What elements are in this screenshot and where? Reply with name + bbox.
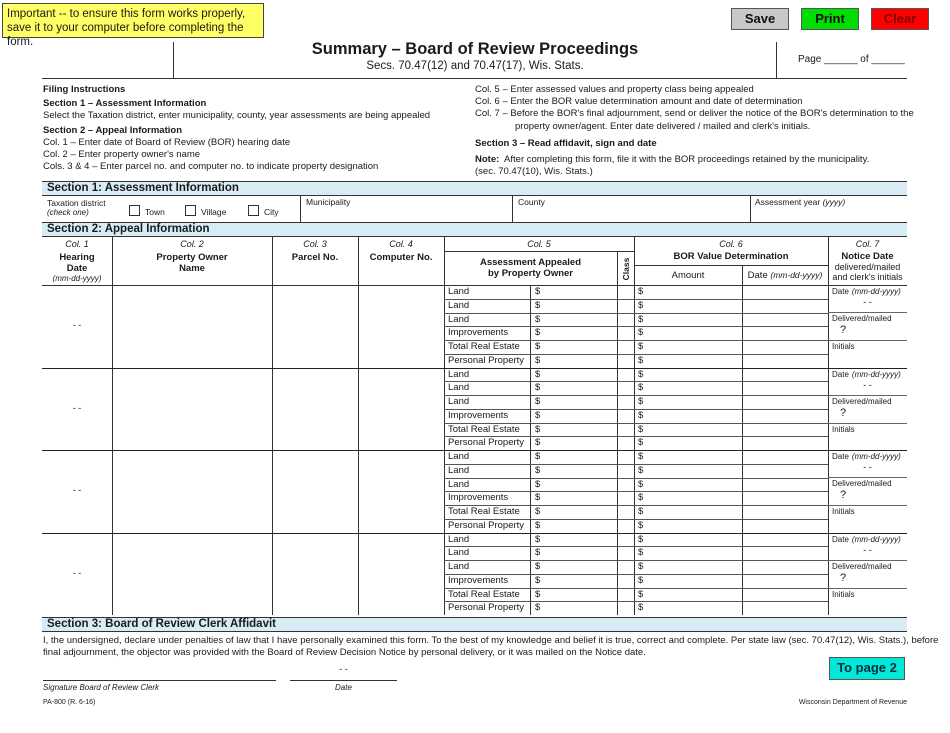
value-row-rule xyxy=(444,546,828,547)
class-input[interactable] xyxy=(617,423,634,437)
title-divider-left xyxy=(173,42,174,78)
notice-date-hint: (mm-dd-yyyy) xyxy=(851,369,901,379)
col4-number: Col. 4 xyxy=(389,239,413,249)
computer-no-input[interactable] xyxy=(358,450,444,533)
bor-amount-input[interactable]: $ xyxy=(638,409,644,421)
bor-date-input[interactable] xyxy=(742,395,828,409)
assessed-value-input[interactable]: $ xyxy=(535,561,541,572)
class-input[interactable] xyxy=(617,491,634,505)
assessed-value-input[interactable]: $ xyxy=(535,354,541,366)
initials-label: Initials xyxy=(832,507,855,516)
hearing-date-input[interactable] xyxy=(42,533,112,616)
class-input[interactable] xyxy=(617,313,634,327)
county-field[interactable]: County xyxy=(518,197,545,207)
notice-date-dashes[interactable]: - - xyxy=(863,379,872,390)
col6-date-text: Date xyxy=(747,270,768,281)
assessment-year-field[interactable] xyxy=(755,197,845,207)
owner-name-input[interactable] xyxy=(112,450,272,533)
page-subtitle: Secs. 70.47(12) and 70.47(17), Wis. Stats. xyxy=(366,60,584,72)
title-divider-right xyxy=(776,42,777,78)
value-row-label: Total Real Estate xyxy=(448,506,520,517)
col6-amount-label: Amount xyxy=(671,270,705,281)
value-row-label: Total Real Estate xyxy=(448,341,520,352)
district-label: Taxation district xyxy=(47,198,106,208)
bor-date-input[interactable] xyxy=(742,560,828,574)
assessed-value-input[interactable]: $ xyxy=(535,423,541,435)
notice-date-dashes[interactable]: - - xyxy=(863,544,872,555)
municipality-field[interactable]: Municipality xyxy=(306,197,351,207)
assessed-value-input[interactable]: $ xyxy=(535,574,541,586)
assessed-value-input[interactable]: $ xyxy=(535,519,541,531)
bor-amount-input[interactable]: $ xyxy=(638,299,644,311)
bor-amount-input[interactable]: $ xyxy=(638,588,644,600)
initials-label: Initials xyxy=(832,342,855,351)
bor-amount-input[interactable]: $ xyxy=(638,286,644,297)
table-col-line xyxy=(112,236,113,615)
notice-rule xyxy=(828,588,907,589)
notice-date-hint: (mm-dd-yyyy) xyxy=(851,452,901,461)
bor-date-input[interactable] xyxy=(742,450,828,464)
note-label: Note: xyxy=(475,154,500,166)
instructions-col2: Col. 2 – Enter property owner's name xyxy=(43,149,201,161)
city-label: City xyxy=(264,207,279,217)
value-row-rule xyxy=(444,519,828,520)
save-button[interactable]: Save xyxy=(731,8,789,30)
value-row-label: Personal Property xyxy=(448,354,525,366)
col6-number: Col. 6 xyxy=(719,239,743,249)
assessed-value-input[interactable]: $ xyxy=(535,464,541,476)
value-row-label: Improvements xyxy=(448,327,509,339)
hearing-date-dashes: - - xyxy=(72,485,82,496)
class-input[interactable] xyxy=(617,381,634,395)
value-row-rule xyxy=(444,299,828,300)
parcel-no-input[interactable] xyxy=(272,533,358,616)
value-row-label: Land xyxy=(448,547,470,559)
instructions-col7b: property owner/agent. Enter date delivered / mailed and clerk's initials. xyxy=(515,120,811,132)
town-label: Town xyxy=(145,207,165,217)
delivered-select[interactable]: ? xyxy=(840,406,847,419)
value-row-rule xyxy=(444,354,828,355)
value-row-rule xyxy=(444,326,828,327)
affidavit-date-label: Date xyxy=(335,683,352,692)
bor-amount-input[interactable]: $ xyxy=(638,327,644,339)
assessed-value-input[interactable]: $ xyxy=(535,602,541,614)
value-row-label: Land xyxy=(448,561,470,572)
notice-date-text: Date xyxy=(832,452,849,461)
section1-rule-top xyxy=(42,195,907,196)
bor-date-input[interactable] xyxy=(742,546,828,560)
notice-date-label xyxy=(832,535,907,544)
hearing-date-input[interactable] xyxy=(42,450,112,533)
assessed-value-input[interactable]: $ xyxy=(535,341,541,352)
notice-date-label xyxy=(832,370,907,379)
form-id: PA-800 (R. 6-16) xyxy=(43,699,96,706)
value-row-label: Personal Property xyxy=(448,519,525,531)
next-page-button[interactable]: To page 2 xyxy=(829,657,905,680)
col1-title1: Hearing xyxy=(59,252,95,263)
instructions-col6: Col. 6 – Enter the BOR value determination amount and date of determination xyxy=(475,96,803,108)
bor-date-input[interactable] xyxy=(742,464,828,478)
assessed-value-input[interactable]: $ xyxy=(535,299,541,311)
col5-title2: by Property Owner xyxy=(488,268,573,279)
value-row-rule xyxy=(444,313,828,314)
table-col-line xyxy=(634,236,635,615)
col6-date-hint: (mm-dd-yyyy) xyxy=(770,270,823,280)
table-header-rule xyxy=(42,285,907,286)
value-row-rule xyxy=(444,409,828,410)
section2-rule-top xyxy=(42,236,907,237)
notice-rule xyxy=(828,395,907,396)
value-row-rule xyxy=(444,464,828,465)
hearing-date-input[interactable] xyxy=(42,368,112,451)
print-button[interactable]: Print xyxy=(801,8,859,30)
value-row-rule xyxy=(444,588,828,589)
value-row-label: Land xyxy=(448,286,470,297)
assessed-value-input[interactable]: $ xyxy=(535,313,541,325)
class-input[interactable] xyxy=(617,299,634,313)
assessed-value-input[interactable]: $ xyxy=(535,327,541,339)
bor-date-input[interactable] xyxy=(742,354,828,368)
value-row-rule xyxy=(444,601,828,602)
initials-label: Initials xyxy=(832,589,855,599)
value-row-label: Personal Property xyxy=(448,602,525,614)
delivered-select[interactable]: ? xyxy=(840,489,847,501)
town-checkbox[interactable] xyxy=(129,205,140,216)
assessed-value-input[interactable]: $ xyxy=(535,506,541,517)
save-notice xyxy=(2,3,264,48)
group-rule xyxy=(42,450,907,451)
section1-div1 xyxy=(300,195,301,222)
table-col-line xyxy=(828,236,829,615)
bor-amount-input[interactable]: $ xyxy=(638,382,644,394)
value-row-label: Land xyxy=(448,478,470,490)
village-label: Village xyxy=(201,207,227,217)
value-row-label: Land xyxy=(448,313,470,325)
bor-amount-input[interactable]: $ xyxy=(638,451,644,462)
bor-date-input[interactable] xyxy=(742,491,828,505)
bor-date-input[interactable] xyxy=(742,326,828,340)
assessed-value-input[interactable]: $ xyxy=(535,547,541,559)
col2-number: Col. 2 xyxy=(180,239,204,249)
affidavit-date-line[interactable] xyxy=(290,680,397,681)
assessed-value-input[interactable]: $ xyxy=(535,437,541,449)
bor-amount-input[interactable]: $ xyxy=(638,341,644,352)
note-text: After completing this form, file it with the BOR proceedings retained by the municipality. xyxy=(504,154,870,166)
table-col-line xyxy=(358,236,359,615)
table-col-line xyxy=(272,236,273,615)
value-row-label: Land xyxy=(448,368,470,380)
hearing-date-dashes: - - xyxy=(72,320,82,331)
section1-div3 xyxy=(750,195,751,222)
bor-amount-input[interactable]: $ xyxy=(638,464,644,476)
assessed-value-input[interactable]: $ xyxy=(535,382,541,394)
instructions-s3-heading: Section 3 – Read affidavit, sign and date xyxy=(475,137,657,149)
col3-number: Col. 3 xyxy=(303,239,327,249)
signature-line[interactable] xyxy=(43,680,276,681)
instructions-col5: Col. 5 – Enter assessed values and property class being appealed xyxy=(475,84,754,95)
clear-button[interactable]: Clear xyxy=(871,8,929,30)
instructions-heading: Filing Instructions xyxy=(43,84,126,95)
assessed-value-input[interactable]: $ xyxy=(535,451,541,462)
table-inner-line xyxy=(617,285,618,615)
col5-class-label: Class xyxy=(621,257,631,281)
group-rule xyxy=(42,533,907,534)
bor-date-input[interactable] xyxy=(742,381,828,395)
col1-title2: Date xyxy=(66,263,88,274)
affidavit-date-dashes: - - xyxy=(339,664,348,674)
value-row-label: Total Real Estate xyxy=(448,588,520,600)
bor-date-input[interactable] xyxy=(742,409,828,423)
year-hint: (yyyy) xyxy=(822,197,846,207)
computer-no-input[interactable] xyxy=(358,533,444,616)
year-label: Assessment year xyxy=(755,197,821,207)
initials-label: Initials xyxy=(832,424,855,434)
bor-amount-input[interactable]: $ xyxy=(638,437,644,449)
instructions-right xyxy=(475,84,914,178)
class-input[interactable] xyxy=(617,519,634,533)
affidavit-text-1: I, the undersigned, declare under penalties of law that I have personally examined this form. To the best of my knowledge and belief it is true, correct and complete. Per state law (sec. 70.47(12), Wis. Stats.), before xyxy=(43,635,939,646)
bor-amount-input[interactable]: $ xyxy=(638,574,644,586)
notice-rule xyxy=(828,340,907,341)
delivered-label: Delivered/mailed xyxy=(832,561,892,571)
bor-date-input[interactable] xyxy=(742,519,828,533)
col2-title1: Property Owner xyxy=(156,252,228,263)
section3-rule xyxy=(42,631,907,632)
value-row-label: Land xyxy=(448,382,470,394)
delivered-label: Delivered/mailed xyxy=(832,314,892,323)
bor-date-input[interactable] xyxy=(742,505,828,519)
bor-date-input[interactable] xyxy=(742,436,828,450)
class-input[interactable] xyxy=(617,395,634,409)
value-row-rule xyxy=(444,436,828,437)
notice-rule xyxy=(828,560,907,561)
value-row-label: Land xyxy=(448,451,470,462)
hearing-date-dashes: - - xyxy=(72,402,82,413)
col4-title: Computer No. xyxy=(369,252,433,263)
bor-date-input[interactable] xyxy=(742,423,828,437)
notice-date-label xyxy=(832,452,907,461)
assessed-value-input[interactable]: $ xyxy=(535,533,541,545)
save-notice-line2: save it to your computer before completing the form. xyxy=(7,22,244,48)
instructions-left xyxy=(43,84,463,173)
value-row-label: Land xyxy=(448,464,470,476)
district-hint: (check one) xyxy=(47,208,89,217)
bor-amount-input[interactable]: $ xyxy=(638,561,644,572)
notice-rule xyxy=(828,505,907,506)
parcel-no-input[interactable] xyxy=(272,285,358,368)
affidavit-text-2: final adjournment, the objector was provided with the Board of Review Decision Notice by personal delivery, or it was mailed on the Notice date. xyxy=(43,647,646,658)
instructions-col34: Cols. 3 & 4 – Enter parcel no. and computer no. to indicate property designation xyxy=(43,161,379,173)
class-input[interactable] xyxy=(617,560,634,574)
value-row-label: Personal Property xyxy=(448,437,525,449)
col6-title: BOR Value Determination xyxy=(673,251,789,262)
bor-date-input[interactable] xyxy=(742,368,828,382)
value-row-rule xyxy=(444,395,828,396)
bor-date-input[interactable] xyxy=(742,574,828,588)
bor-amount-input[interactable]: $ xyxy=(638,354,644,366)
class-input[interactable] xyxy=(617,354,634,368)
instructions-s1-text: Select the Taxation district, enter municipality, county, year assessments are being appealed xyxy=(43,110,431,122)
bor-date-input[interactable] xyxy=(742,533,828,547)
value-row-label: Land xyxy=(448,299,470,311)
bor-amount-input[interactable]: $ xyxy=(638,602,644,614)
class-input[interactable] xyxy=(617,436,634,450)
value-row-rule xyxy=(444,340,828,341)
col1-number: Col. 1 xyxy=(65,239,89,249)
class-input[interactable] xyxy=(617,588,634,602)
class-input[interactable] xyxy=(617,533,634,547)
bor-amount-input[interactable]: $ xyxy=(638,423,644,435)
notice-rule xyxy=(828,477,907,478)
village-checkbox[interactable] xyxy=(185,205,196,216)
bor-amount-input[interactable]: $ xyxy=(638,396,644,407)
instructions-col1: Col. 1 – Enter date of Board of Review (BOR) hearing date xyxy=(43,136,291,148)
bor-date-input[interactable] xyxy=(742,340,828,354)
class-input[interactable] xyxy=(617,601,634,615)
bor-amount-input[interactable]: $ xyxy=(638,313,644,325)
table-inner-line xyxy=(530,285,531,615)
assessed-value-input[interactable]: $ xyxy=(535,286,541,297)
col7-title2: delivered/mailed xyxy=(834,262,901,272)
col7-number: Col. 7 xyxy=(855,239,880,249)
value-row-rule xyxy=(444,560,828,561)
class-input[interactable] xyxy=(617,340,634,354)
notice-date-text: Date xyxy=(832,287,849,296)
save-notice-line1: Important -- to ensure this form works properly, xyxy=(7,8,246,20)
assessed-value-input[interactable]: $ xyxy=(535,368,541,380)
class-input[interactable] xyxy=(617,574,634,588)
class-input[interactable] xyxy=(617,326,634,340)
hearing-date-input[interactable] xyxy=(42,285,112,368)
bor-date-input[interactable] xyxy=(742,588,828,602)
group-rule xyxy=(42,368,907,369)
value-row-label: Improvements xyxy=(448,409,509,421)
page-number-field[interactable]: Page ______ of ______ xyxy=(798,54,905,65)
notice-date-label xyxy=(832,287,907,296)
value-row-rule xyxy=(444,381,828,382)
bor-date-input[interactable] xyxy=(742,601,828,615)
note-text-2: (sec. 70.47(10), Wis. Stats.) xyxy=(475,166,593,178)
class-input[interactable] xyxy=(617,546,634,560)
assessed-value-input[interactable]: $ xyxy=(535,588,541,600)
delivered-label: Delivered/mailed xyxy=(832,396,892,406)
col5-class-header xyxy=(619,258,633,282)
signature-label: Signature Board of Review Clerk xyxy=(43,683,160,692)
col5-title1: Assessment Appealed xyxy=(479,257,582,268)
instructions-col7a: Col. 7 – Before the BOR's final adjournment, send or deliver the notice of the BOR's determination to the xyxy=(475,108,914,120)
class-input[interactable] xyxy=(617,464,634,478)
section2-header: Section 2: Appeal Information xyxy=(42,222,907,236)
section1-div2 xyxy=(512,195,513,222)
section3-header: Section 3: Board of Review Clerk Affidavit xyxy=(42,617,907,631)
instructions-s1-heading: Section 1 – Assessment Information xyxy=(43,98,207,110)
bor-amount-input[interactable]: $ xyxy=(638,506,644,517)
value-row-label: Land xyxy=(448,396,470,407)
bor-amount-input[interactable]: $ xyxy=(638,478,644,490)
bor-date-input[interactable] xyxy=(742,478,828,492)
notice-date-text: Date xyxy=(832,534,849,544)
class-input[interactable] xyxy=(617,450,634,464)
value-row-label: Improvements xyxy=(448,492,509,504)
col5-header-rule xyxy=(444,251,634,252)
col6-header-rule xyxy=(634,265,828,266)
notice-date-hint: (mm-dd-yyyy) xyxy=(851,287,901,296)
bor-date-input[interactable] xyxy=(742,285,828,299)
class-input[interactable] xyxy=(617,409,634,423)
owner-name-input[interactable] xyxy=(112,285,272,368)
value-row-label: Total Real Estate xyxy=(448,423,520,435)
col2-title2: Name xyxy=(179,263,205,274)
value-row-rule xyxy=(444,423,828,424)
table-col-line xyxy=(444,236,445,615)
notice-rule xyxy=(828,423,907,424)
owner-name-input[interactable] xyxy=(112,368,272,451)
col7-title3: and clerk's initials xyxy=(832,272,903,282)
value-row-label: Improvements xyxy=(448,574,509,586)
notice-rule xyxy=(828,312,907,313)
bor-amount-input[interactable]: $ xyxy=(638,533,644,545)
class-header-line xyxy=(617,251,618,285)
computer-no-input[interactable] xyxy=(358,285,444,368)
assessed-value-input[interactable]: $ xyxy=(535,478,541,490)
hearing-date-dashes: - - xyxy=(72,567,82,578)
value-row-label: Land xyxy=(448,533,470,545)
notice-date-dashes[interactable]: - - xyxy=(863,297,872,307)
delivered-select[interactable]: ? xyxy=(840,324,847,336)
delivered-label: Delivered/mailed xyxy=(832,479,892,488)
col6-date-label xyxy=(742,270,828,281)
agency-name: Wisconsin Department of Revenue xyxy=(798,699,907,706)
parcel-no-input[interactable] xyxy=(272,450,358,533)
assessed-value-input[interactable]: $ xyxy=(535,492,541,504)
class-input[interactable] xyxy=(617,285,634,299)
bor-amount-input[interactable]: $ xyxy=(638,547,644,559)
col1-hint: (mm-dd-yyyy) xyxy=(52,274,102,283)
value-row-rule xyxy=(444,478,828,479)
col5-number: Col. 5 xyxy=(527,239,551,249)
class-input[interactable] xyxy=(617,368,634,382)
table-inner-line xyxy=(742,285,743,615)
value-row-rule xyxy=(444,491,828,492)
delivered-select[interactable]: ? xyxy=(840,571,847,584)
class-input[interactable] xyxy=(617,505,634,519)
notice-date-hint: (mm-dd-yyyy) xyxy=(851,534,901,544)
notice-date-dashes[interactable]: - - xyxy=(863,462,872,472)
owner-name-input[interactable] xyxy=(112,533,272,616)
assessed-value-input[interactable]: $ xyxy=(535,409,541,421)
class-input[interactable] xyxy=(617,478,634,492)
assessed-value-input[interactable]: $ xyxy=(535,396,541,407)
value-row-rule xyxy=(444,574,828,575)
page-title: Summary – Board of Review Proceedings xyxy=(311,40,639,58)
parcel-no-input[interactable] xyxy=(272,368,358,451)
title-rule xyxy=(42,78,907,79)
col7-title1: Notice Date xyxy=(841,251,894,262)
instructions-s2-heading: Section 2 – Appeal Information xyxy=(43,124,183,136)
city-checkbox[interactable] xyxy=(248,205,259,216)
bor-date-input[interactable] xyxy=(742,299,828,313)
notice-date-text: Date xyxy=(832,369,849,379)
bor-amount-input[interactable]: $ xyxy=(638,519,644,531)
computer-no-input[interactable] xyxy=(358,368,444,451)
value-row-rule xyxy=(444,505,828,506)
col3-title: Parcel No. xyxy=(291,252,339,263)
bor-amount-input[interactable]: $ xyxy=(638,368,644,380)
section1-header: Section 1: Assessment Information xyxy=(42,181,907,195)
bor-date-input[interactable] xyxy=(742,313,828,327)
bor-amount-input[interactable]: $ xyxy=(638,492,644,504)
